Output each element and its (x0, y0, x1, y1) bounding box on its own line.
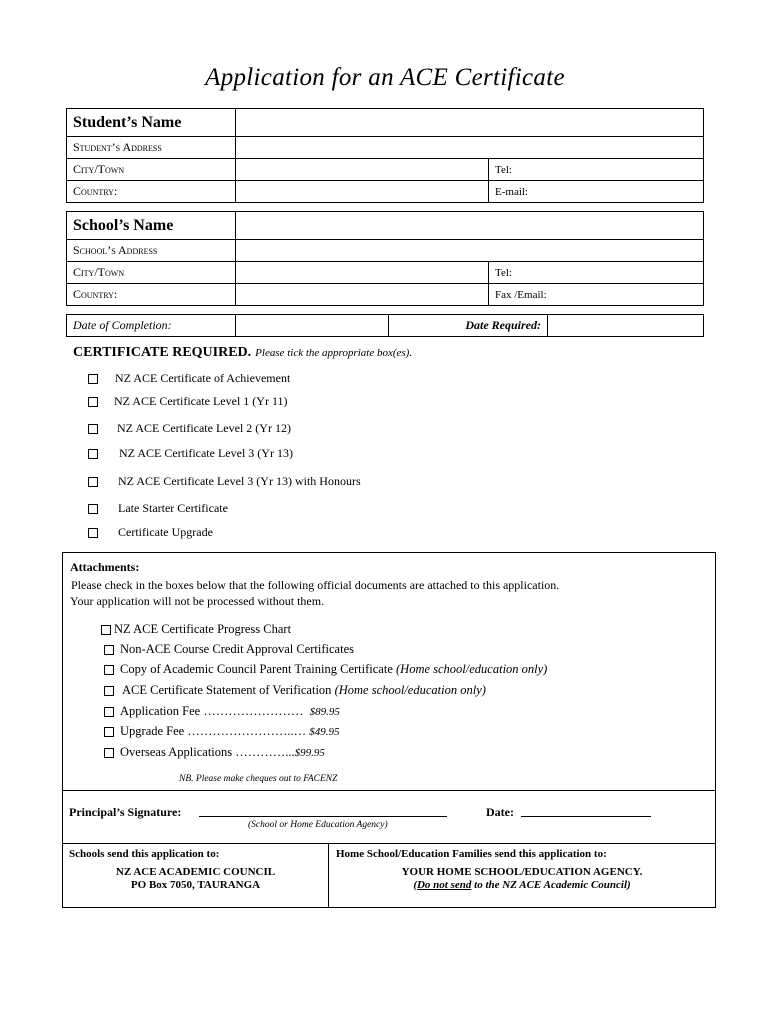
cert-option-checkbox[interactable] (88, 449, 98, 459)
attachment-item (104, 745, 325, 760)
student-address-label: Student’s Address (67, 137, 236, 159)
cert-option-checkbox[interactable] (88, 528, 98, 538)
cert-option-label: NZ ACE Certificate Level 1 (Yr 11) (114, 394, 288, 408)
principal-signature-label: Principal’s Signature: (69, 805, 182, 819)
school-address-label: School’s Address (67, 240, 236, 262)
attachment-item-text: ACE Certificate Statement of Verification (122, 683, 332, 697)
attachment-item-text: Copy of Academic Council Parent Training Certificate (120, 662, 393, 676)
schools-send-heading: Schools send this application to: (69, 848, 220, 860)
divider (63, 843, 715, 844)
home-send-heading: Home School/Education Families send this application to: (336, 848, 607, 860)
attachment-checkbox[interactable] (104, 748, 114, 758)
attachment-checkbox[interactable] (104, 727, 114, 737)
attachment-item (104, 683, 486, 698)
cert-option-checkbox[interactable] (88, 374, 98, 384)
student-name-field[interactable] (236, 109, 704, 137)
attachment-checkbox[interactable] (104, 707, 114, 717)
attachment-item (104, 642, 354, 657)
cert-option-checkbox[interactable] (88, 397, 98, 407)
schools-address-line1: NZ ACE ACADEMIC COUNCIL (115, 866, 276, 878)
school-country-field[interactable] (236, 284, 489, 306)
attachments-intro-line1: Please check in the boxes below that the following official documents are attached to this application. (71, 578, 560, 592)
student-email-field[interactable] (489, 181, 704, 203)
cert-option-checkbox[interactable] (88, 504, 98, 514)
date-label: Date: (486, 805, 514, 819)
attachment-item-text: Application Fee …………………… (120, 704, 304, 718)
attachments-intro-line2: Your application will not be processed without them. (70, 594, 325, 608)
agency-note: (School or Home Education Agency) (248, 820, 388, 830)
attachment-item-note: $99.95 (294, 746, 325, 759)
schools-address-line2: PO Box 7050, TAURANGA (130, 879, 261, 891)
cert-option-label: NZ ACE Certificate Level 3 (Yr 13) with Honours (118, 474, 361, 488)
certificate-heading-text: CERTIFICATE REQUIRED. (73, 345, 252, 360)
student-email-label: E-mail: (495, 185, 528, 198)
student-city-field[interactable] (236, 159, 489, 181)
school-city-field[interactable] (236, 262, 489, 284)
school-address-field[interactable] (236, 240, 704, 262)
date-required-label: Date Required: (389, 315, 548, 337)
attachment-item-note: $89.95 (309, 705, 340, 718)
home-address-rest: to the NZ ACE Academic Council) (471, 879, 631, 891)
school-country-label: Country: (67, 284, 236, 306)
attachment-item-text: Non-ACE Course Credit Approval Certificates (120, 642, 354, 656)
attachment-item-text: Overseas Applications …………... (120, 745, 295, 759)
attachment-checkbox[interactable] (104, 665, 114, 675)
attachment-item (104, 704, 340, 719)
student-details-table (66, 108, 704, 203)
attachment-checkbox[interactable] (104, 645, 114, 655)
attachment-item-note: (Home school/education only) (396, 662, 548, 676)
cert-option-row (88, 394, 288, 409)
certificate-heading (73, 345, 412, 361)
cert-option-label: NZ ACE Certificate of Achievement (115, 371, 291, 385)
school-city-label: City/Town (67, 262, 236, 284)
attachments-heading: Attachments: (70, 560, 140, 574)
dates-table (66, 314, 704, 337)
attachment-checkbox[interactable] (101, 625, 111, 635)
cert-option-row (88, 421, 291, 436)
cert-option-label: NZ ACE Certificate Level 3 (Yr 13) (119, 446, 293, 460)
cert-option-row (88, 446, 293, 461)
student-address-field[interactable] (236, 137, 704, 159)
attachment-item-text: Upgrade Fee ……………………..… (120, 724, 307, 738)
attachments-panel (62, 552, 716, 908)
cheque-note: NB. Please make cheques out to FACENZ (179, 774, 338, 784)
student-name-label: Student’s Name (67, 109, 236, 137)
home-address-open: ( (413, 879, 417, 891)
school-tel-field[interactable] (489, 262, 704, 284)
date-signature-line[interactable] (521, 816, 651, 817)
attachment-item-text: NZ ACE Certificate Progress Chart (114, 622, 292, 636)
attachment-item (104, 724, 339, 739)
attachment-item (101, 622, 291, 637)
student-tel-field[interactable] (489, 159, 704, 181)
school-fax-field[interactable] (489, 284, 704, 306)
cert-option-row (88, 501, 228, 516)
date-completion-field[interactable] (236, 315, 389, 337)
principal-signature-line[interactable] (199, 816, 447, 817)
attachment-item-note: $49.95 (309, 725, 340, 738)
cert-option-row (88, 371, 290, 386)
attachment-checkbox[interactable] (104, 686, 114, 696)
attachment-item (104, 662, 547, 677)
cert-option-label: Certificate Upgrade (118, 525, 213, 539)
do-not-send-text: Do not send (416, 879, 472, 891)
student-tel-label: Tel: (495, 163, 512, 176)
student-country-label: Country: (67, 181, 236, 203)
school-name-field[interactable] (236, 212, 704, 240)
cert-option-label: Late Starter Certificate (118, 501, 228, 515)
date-completion-label: Date of Completion: (67, 315, 236, 337)
page-title: Application for an ACE Certificate (205, 64, 565, 91)
cert-option-checkbox[interactable] (88, 477, 98, 487)
cert-option-label: NZ ACE Certificate Level 2 (Yr 12) (117, 421, 291, 435)
cert-option-row (88, 525, 213, 540)
student-city-label: City/Town (67, 159, 236, 181)
cert-option-checkbox[interactable] (88, 424, 98, 434)
student-country-field[interactable] (236, 181, 489, 203)
school-tel-label: Tel: (495, 266, 512, 279)
home-address-line1: YOUR HOME SCHOOL/EDUCATION AGENCY. (401, 866, 643, 878)
divider (63, 790, 715, 791)
attachment-item-note: (Home school/education only) (334, 683, 486, 697)
school-name-label: School’s Name (67, 212, 236, 240)
school-details-table (66, 211, 704, 306)
certificate-note: Please tick the appropriate box(es). (255, 347, 413, 359)
school-fax-label: Fax /Email: (495, 288, 547, 301)
home-address-line2 (329, 879, 715, 891)
date-required-field[interactable] (548, 315, 704, 337)
cert-option-row (88, 474, 361, 489)
